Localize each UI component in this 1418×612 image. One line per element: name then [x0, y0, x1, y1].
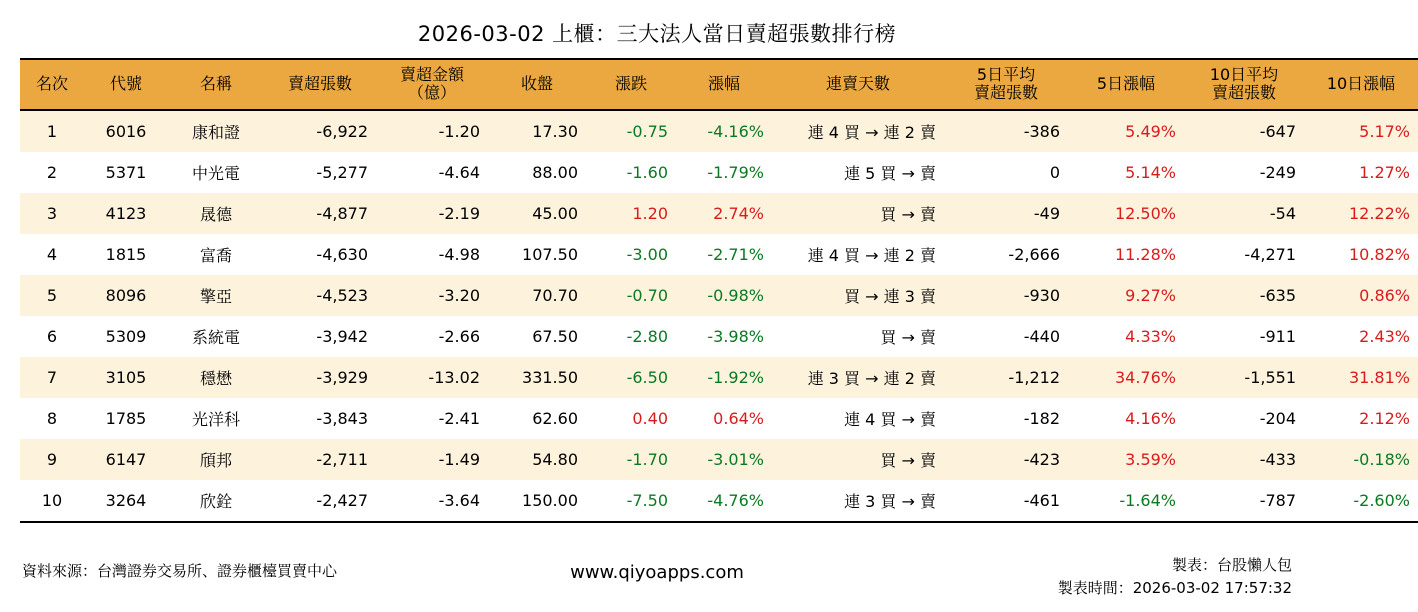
cell-change-pct: 2.74% — [676, 193, 772, 234]
cell-amount: -13.02 — [376, 357, 488, 398]
footer-source: 資料來源：台灣證券交易所、證券櫃檯買賣中心 — [22, 562, 338, 580]
cell-avg5: -423 — [944, 439, 1068, 480]
cell-amount: -1.49 — [376, 439, 488, 480]
table-header-row — [20, 59, 1418, 110]
cell-pct5: 4.33% — [1068, 316, 1184, 357]
cell-code: 1815 — [84, 234, 168, 275]
column-header-amount — [376, 59, 488, 110]
cell-streak: 連 3 買 → 賣 — [772, 480, 944, 522]
cell-streak: 買 → 連 3 賣 — [772, 275, 944, 316]
cell-close: 54.80 — [488, 439, 586, 480]
footer — [0, 554, 1314, 606]
cell-change: -1.70 — [586, 439, 676, 480]
cell-avg10: -635 — [1184, 275, 1304, 316]
column-header-rank: 名次 — [20, 59, 84, 110]
cell-name: 系統電 — [168, 316, 264, 357]
cell-pct5: 3.59% — [1068, 439, 1184, 480]
cell-amount: -2.41 — [376, 398, 488, 439]
table-row — [20, 480, 1418, 522]
cell-rank: 9 — [20, 439, 84, 480]
cell-rank: 3 — [20, 193, 84, 234]
cell-name: 富喬 — [168, 234, 264, 275]
table-row — [20, 316, 1418, 357]
column-header-volume: 賣超張數 — [264, 59, 376, 110]
cell-avg5: 0 — [944, 152, 1068, 193]
cell-name: 頎邦 — [168, 439, 264, 480]
cell-avg10: -433 — [1184, 439, 1304, 480]
column-header-change: 漲跌 — [586, 59, 676, 110]
cell-change-pct: -2.71% — [676, 234, 772, 275]
cell-name: 穩懋 — [168, 357, 264, 398]
cell-code: 1785 — [84, 398, 168, 439]
cell-name: 晟德 — [168, 193, 264, 234]
cell-change: -6.50 — [586, 357, 676, 398]
cell-pct5: 34.76% — [1068, 357, 1184, 398]
cell-change-pct: 0.64% — [676, 398, 772, 439]
cell-change: -0.70 — [586, 275, 676, 316]
cell-amount: -3.64 — [376, 480, 488, 522]
cell-code: 4123 — [84, 193, 168, 234]
cell-code: 5309 — [84, 316, 168, 357]
cell-change: -1.60 — [586, 152, 676, 193]
cell-close: 45.00 — [488, 193, 586, 234]
column-header-pct10: 10日漲幅 — [1304, 59, 1418, 110]
cell-pct10: 0.86% — [1304, 275, 1418, 316]
table-row — [20, 439, 1418, 480]
cell-close: 88.00 — [488, 152, 586, 193]
cell-pct5: 5.14% — [1068, 152, 1184, 193]
cell-change: -3.00 — [586, 234, 676, 275]
cell-change-pct: -4.76% — [676, 480, 772, 522]
cell-amount: -2.66 — [376, 316, 488, 357]
cell-rank: 1 — [20, 110, 84, 152]
column-header-amount-line1: 賣超金額 — [399, 65, 464, 84]
cell-change: -0.75 — [586, 110, 676, 152]
cell-avg10: -204 — [1184, 398, 1304, 439]
cell-name: 欣銓 — [168, 480, 264, 522]
cell-change: -7.50 — [586, 480, 676, 522]
column-header-avg5-line1: 5日平均 — [976, 65, 1036, 84]
column-header-avg10 — [1184, 59, 1304, 110]
cell-pct10: 2.12% — [1304, 398, 1418, 439]
cell-volume: -3,843 — [264, 398, 376, 439]
column-header-name: 名稱 — [168, 59, 264, 110]
cell-pct5: 9.27% — [1068, 275, 1184, 316]
cell-avg5: -440 — [944, 316, 1068, 357]
cell-change: 0.40 — [586, 398, 676, 439]
cell-code: 5371 — [84, 152, 168, 193]
footer-meta — [1058, 554, 1292, 601]
cell-volume: -3,942 — [264, 316, 376, 357]
cell-streak: 買 → 賣 — [772, 439, 944, 480]
table-body — [20, 110, 1418, 522]
cell-name: 光洋科 — [168, 398, 264, 439]
cell-code: 8096 — [84, 275, 168, 316]
cell-change-pct: -1.79% — [676, 152, 772, 193]
cell-rank: 2 — [20, 152, 84, 193]
footer-website: www.qiyoapps.com — [570, 562, 744, 583]
cell-streak: 連 4 買 → 賣 — [772, 398, 944, 439]
cell-pct10: -0.18% — [1304, 439, 1418, 480]
column-header-avg5-line2: 賣超張數 — [973, 83, 1038, 103]
cell-avg10: -4,271 — [1184, 234, 1304, 275]
cell-avg5: -2,666 — [944, 234, 1068, 275]
cell-avg5: -182 — [944, 398, 1068, 439]
cell-streak: 連 3 買 → 連 2 賣 — [772, 357, 944, 398]
cell-rank: 6 — [20, 316, 84, 357]
cell-streak: 連 4 買 → 連 2 賣 — [772, 234, 944, 275]
cell-code: 3105 — [84, 357, 168, 398]
cell-volume: -4,630 — [264, 234, 376, 275]
cell-volume: -4,523 — [264, 275, 376, 316]
cell-pct10: 2.43% — [1304, 316, 1418, 357]
cell-rank: 8 — [20, 398, 84, 439]
cell-rank: 4 — [20, 234, 84, 275]
page-title: 2026-03-02 上櫃：三大法人當日賣超張數排行榜 — [417, 22, 897, 46]
column-header-streak: 連賣天數 — [772, 59, 944, 110]
table-header — [20, 59, 1418, 110]
column-header-code: 代號 — [84, 59, 168, 110]
cell-avg10: -54 — [1184, 193, 1304, 234]
cell-close: 150.00 — [488, 480, 586, 522]
cell-name: 康和證 — [168, 110, 264, 152]
cell-change-pct: -3.01% — [676, 439, 772, 480]
table-row — [20, 110, 1418, 152]
cell-pct5: 4.16% — [1068, 398, 1184, 439]
cell-amount: -3.20 — [376, 275, 488, 316]
cell-avg5: -49 — [944, 193, 1068, 234]
cell-avg5: -930 — [944, 275, 1068, 316]
cell-avg10: -1,551 — [1184, 357, 1304, 398]
cell-volume: -2,711 — [264, 439, 376, 480]
cell-close: 62.60 — [488, 398, 586, 439]
cell-pct5: 11.28% — [1068, 234, 1184, 275]
cell-rank: 5 — [20, 275, 84, 316]
column-header-avg10-line2: 賣超張數 — [1211, 83, 1276, 103]
cell-amount: -4.98 — [376, 234, 488, 275]
column-header-close: 收盤 — [488, 59, 586, 110]
cell-name: 中光電 — [168, 152, 264, 193]
cell-close: 17.30 — [488, 110, 586, 152]
cell-close: 67.50 — [488, 316, 586, 357]
cell-avg5: -1,212 — [944, 357, 1068, 398]
cell-avg10: -787 — [1184, 480, 1304, 522]
cell-avg5: -461 — [944, 480, 1068, 522]
cell-avg10: -911 — [1184, 316, 1304, 357]
table-row — [20, 234, 1418, 275]
cell-volume: -5,277 — [264, 152, 376, 193]
cell-pct5: -1.64% — [1068, 480, 1184, 522]
cell-change-pct: -0.98% — [676, 275, 772, 316]
cell-rank: 7 — [20, 357, 84, 398]
cell-pct10: 10.82% — [1304, 234, 1418, 275]
cell-name: 擎亞 — [168, 275, 264, 316]
cell-streak: 連 4 買 → 連 2 賣 — [772, 110, 944, 152]
cell-change-pct: -4.16% — [676, 110, 772, 152]
cell-volume: -6,922 — [264, 110, 376, 152]
table-row — [20, 275, 1418, 316]
cell-avg10: -249 — [1184, 152, 1304, 193]
cell-avg5: -386 — [944, 110, 1068, 152]
cell-code: 3264 — [84, 480, 168, 522]
cell-volume: -3,929 — [264, 357, 376, 398]
table-row — [20, 152, 1418, 193]
cell-streak: 買 → 賣 — [772, 316, 944, 357]
cell-amount: -2.19 — [376, 193, 488, 234]
cell-streak: 買 → 賣 — [772, 193, 944, 234]
column-header-avg5 — [944, 59, 1068, 110]
cell-change: -2.80 — [586, 316, 676, 357]
cell-rank: 10 — [20, 480, 84, 522]
cell-pct10: 31.81% — [1304, 357, 1418, 398]
column-header-change-pct: 漲幅 — [676, 59, 772, 110]
cell-pct10: 1.27% — [1304, 152, 1418, 193]
cell-code: 6147 — [84, 439, 168, 480]
cell-change: 1.20 — [586, 193, 676, 234]
cell-amount: -4.64 — [376, 152, 488, 193]
cell-avg10: -647 — [1184, 110, 1304, 152]
ranking-table — [20, 58, 1418, 523]
column-header-avg10-line1: 10日平均 — [1209, 65, 1279, 84]
cell-pct10: 12.22% — [1304, 193, 1418, 234]
cell-change-pct: -1.92% — [676, 357, 772, 398]
cell-amount: -1.20 — [376, 110, 488, 152]
cell-volume: -4,877 — [264, 193, 376, 234]
cell-streak: 連 5 買 → 賣 — [772, 152, 944, 193]
cell-close: 331.50 — [488, 357, 586, 398]
cell-volume: -2,427 — [264, 480, 376, 522]
column-header-amount-line2: （億） — [407, 83, 456, 103]
cell-pct5: 5.49% — [1068, 110, 1184, 152]
footer-maker: 製表：台股懶人包 — [1171, 556, 1292, 574]
cell-pct5: 12.50% — [1068, 193, 1184, 234]
table-row — [20, 398, 1418, 439]
table-row — [20, 357, 1418, 398]
table-row — [20, 193, 1418, 234]
cell-code: 6016 — [84, 110, 168, 152]
cell-close: 70.70 — [488, 275, 586, 316]
footer-made-time: 製表時間：2026-03-02 17:57:32 — [1057, 579, 1292, 598]
cell-pct10: -2.60% — [1304, 480, 1418, 522]
cell-change-pct: -3.98% — [676, 316, 772, 357]
cell-pct10: 5.17% — [1304, 110, 1418, 152]
column-header-pct5: 5日漲幅 — [1068, 59, 1184, 110]
cell-close: 107.50 — [488, 234, 586, 275]
